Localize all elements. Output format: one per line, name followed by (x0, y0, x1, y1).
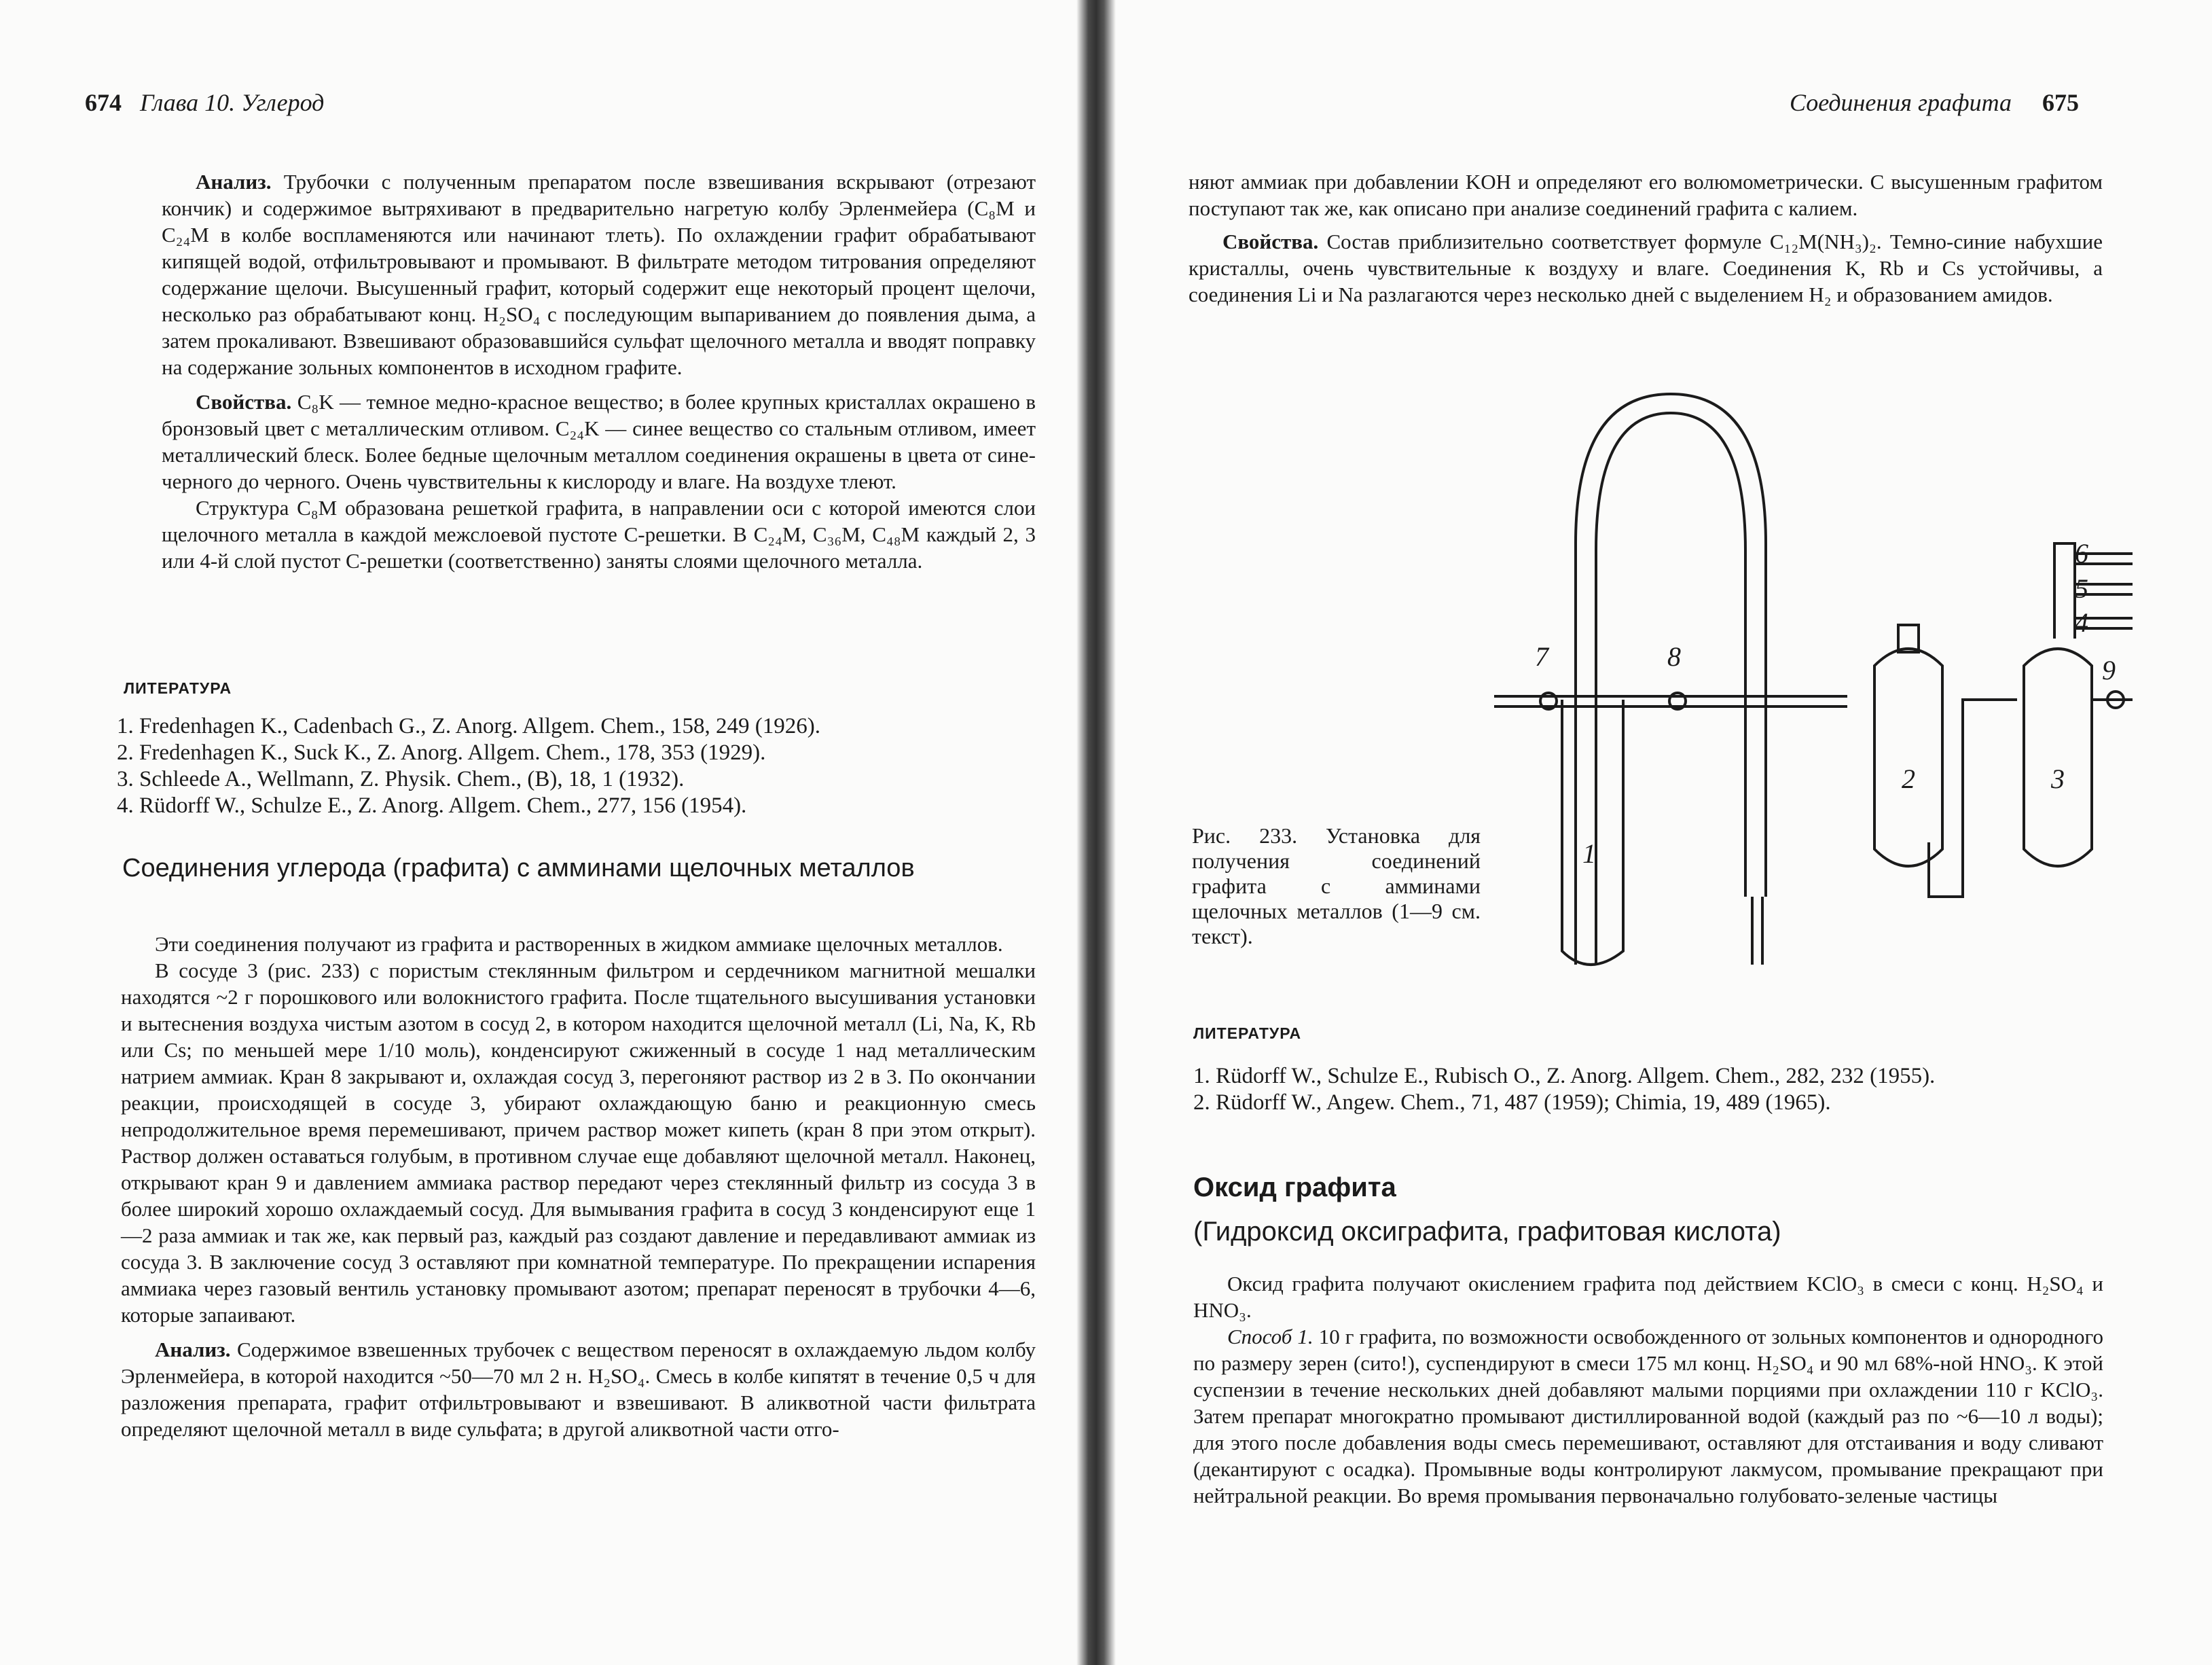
paragraph: Эти соединения получают из графита и растворенных в жидком аммиаке щелочных металлов. (155, 932, 1003, 956)
figure-label: 2 (1902, 764, 1915, 794)
right-running-head (1790, 88, 2079, 117)
figure-label: 9 (2102, 655, 2116, 685)
paragraph: Анализ. Содержимое взвешенных трубочек с веществом переносят в охлаждаемую льдом колбу Эрленмейера, в которой находится ~50—70 мл 2 н. H₂SO₄. Смесь в колбе кипятят в течение 0,5 ч для разложения препарата, графит отфильтровывают и взвешивают. В аликвотной части фильтрата определяют щелочной металл в виде сульфата; в другой аликвотной части отго- (121, 1338, 1036, 1441)
reference-item: 2. Fredenhagen K., Suck K., Z. Anorg. Allgem. Chem., 178, 353 (1929). (117, 740, 766, 765)
left-running-head (85, 88, 324, 117)
figure-label: 1 (1582, 838, 1596, 869)
right-section-subtitle: (Гидроксид оксиграфита, графитовая кислота) (1193, 1217, 1781, 1247)
left-intro-text (162, 168, 1036, 574)
paragraph: Свойства. C₈K — темное медно-красное вещество; в более крупных кристаллах окрашено в бронзовый цвет с металлическим отливом. C₂₄K — синее вещество со стальным отливом, имеет металлический блеск. Более бедные щелочным металлом соединения окрашены в цвета от сине-черного до черного. Очень чувствительны к кислороду и влаге. На воздухе тлеют. (162, 390, 1036, 493)
figure-label: 5 (2075, 573, 2088, 604)
figure-label: 3 (2051, 764, 2065, 794)
paragraph: Способ 1. 10 г графита, по возможности освобожденного от зольных компонентов и однородного по размеру зерен (сито!), суспендируют в смеси 175 мл конц. H₂SO₄ и 90 мл 68%-ной HNO₃. К этой суспензии в течение нескольких дней добавляют малыми порциями при охлаждении 110 г KClO₃. Затем препарат многократно промывают дистиллированной водой (каждый раз по ~6—10 л воды); для этого после добавления воды смесь перемешивают, оставляют для отстаивания и воду сливают (декантируют с осадка). Промывные воды контролируют лакмусом, промывание прекращают при нейтральной реакции. Во время промывания первоначально голубовато-зеленые частицы (1193, 1325, 2103, 1507)
paragraph: Свойства. Состав приблизительно соответствует формуле C₁₂M(NH₃)₂. Темно-синие набухшие кристаллы, очень чувствительные к воздуху и влаге. Соединения K, Rb и Cs устойчивы, а соединения Li и Na разлагаются через несколько дней с выделением H₂ и образованием амидов. (1189, 230, 2103, 306)
right-literature-heading: ЛИТЕРАТУРА (1193, 1024, 1302, 1042)
left-section-title: Соединения углерода (графита) с амминами щелочных металлов (122, 854, 915, 882)
figure-label: 7 (1535, 641, 1548, 672)
paragraph: В сосуде 3 (рис. 233) с пористым стеклянным фильтром и сердечником магнитной мешалки находятся ~2 г порошкового или волокнистого графита. После тщательного высушивания установки и вытеснения воздуха чистым азотом в сосуд 2, в котором находится щелочной металл (Li, Na, K, Rb или Cs; по меньшей мере 1/10 моль), конденсируют сжиженный в сосуде 1 над металлическим натрием аммиак. Кран 8 закрывают и, охлаждая сосуд 3, перегоняют раствор из 2 в 3. По окончании реакции, происходящей в сосуде 3, убирают охлаждающую баню и реакционную смесь непродолжительное время перемешивают, причем раствор может кипеть (кран 8 при этом открыт). Раствор должен оставаться голубым, в противном случае еще добавляют щелочной металл. Наконец, открывают кран 9 и давлением аммиака раствор передают через стеклянный фильтр из сосуда 3 в более широкий хорошо охлаждаемый сосуд. Для вымывания графита в сосуд 3 конденсируют еще 1—2 раза аммиак и так же, как первый раз, каждый раз создают давление и передавливают аммиак из сосуда 3. В заключение сосуд 3 оставляют при комнатной температуре. По прекращении испарения аммиака через газовый вентиль установку промывают азотом; препарат переносят в трубочки 4—6, которые запаивают. (121, 959, 1036, 1327)
right-references (1193, 1063, 2103, 1116)
figure-label: 6 (2075, 538, 2088, 569)
reference-item: 4. Rüdorff W., Schulze E., Z. Anorg. Allgem. Chem., 277, 156 (1954). (117, 793, 747, 818)
right-section-text (1193, 1270, 2103, 1509)
paragraph: Анализ. Трубочки с полученным препаратом после взвешивания вскрывают (отрезают кончик) и содержимое вытряхивают в предварительно нагретую колбу Эрленмейера (C₈M и C₂₄M в колбе воспламеняются или начинают тлеть). По охлаждении графит обрабатывают кипящей водой, отфильтровывают и промывают. В фильтрате методом титрования определяют содержание щелочи. Высушенный графит, который содержит еще некоторый процент щелочи, несколько раз обрабатывают конц. H₂SO₄ с последующим выпариванием до появления дыма, а затем прокаливают. Взвешивают образовавшийся сульфат щелочного металла и вводят поправку на содержание зольных компонентов в исходном графите. (162, 170, 1036, 379)
reference-item: 3. Schleede A., Wellmann, Z. Physik. Chem., (B), 18, 1 (1932). (117, 767, 685, 791)
reference-item: 1. Rüdorff W., Schulze E., Rubisch O., Z. Anorg. Allgem. Chem., 282, 232 (1955). (1193, 1064, 1936, 1088)
left-page-number: 674 (85, 89, 122, 116)
right-section-title: Оксид графита (1193, 1172, 1396, 1202)
right-top-text (1189, 168, 2103, 308)
right-page-number: 675 (2042, 89, 2080, 116)
figure-label: 4 (2075, 607, 2088, 638)
left-literature-heading: ЛИТЕРАТУРА (124, 679, 232, 697)
apparatus-figure (1494, 380, 2133, 971)
figure-caption: Рис. 233. Установка для получения соединений графита с амминами щелочных металлов (1—9 см. текст). (1192, 823, 1481, 948)
figure-label: 8 (1667, 641, 1681, 672)
book-gutter (1076, 0, 1116, 1665)
paragraph: Структура C₈M образована решеткой графита, в направлении оси c которой имеются слои щелочного металла в каждой межслоевой пустоте C-решетки. В C₂₄M, C₃₆M, C₄₈M каждый 2, 3 или 4-й слой пустот C-решетки (соответственно) заняты слоями щелочного металла. (162, 496, 1036, 573)
paragraph: няют аммиак при добавлении KOH и определяют его волюмометрически. С высушенным графитом поступают так же, как описано при анализе соединений графита с калием. (1189, 170, 2103, 220)
reference-item: 2. Rüdorff W., Angew. Chem., 71, 487 (1959); Chimia, 19, 489 (1965). (1193, 1090, 1831, 1115)
right-page (1114, 0, 2212, 1665)
paragraph: Оксид графита получают окислением графита под действием KClO₃ в смеси с конц. H₂SO₄ и HNO₃. (1193, 1272, 2103, 1322)
left-page (0, 0, 1080, 1665)
reference-item: 1. Fredenhagen K., Cadenbach G., Z. Anorg. Allgem. Chem., 158, 249 (1926). (117, 714, 820, 738)
right-section-head: Соединения графита (1790, 89, 2012, 116)
left-references (117, 713, 1040, 819)
left-chapter-title: Глава 10. Углерод (140, 89, 325, 116)
left-section-text (121, 931, 1036, 1442)
